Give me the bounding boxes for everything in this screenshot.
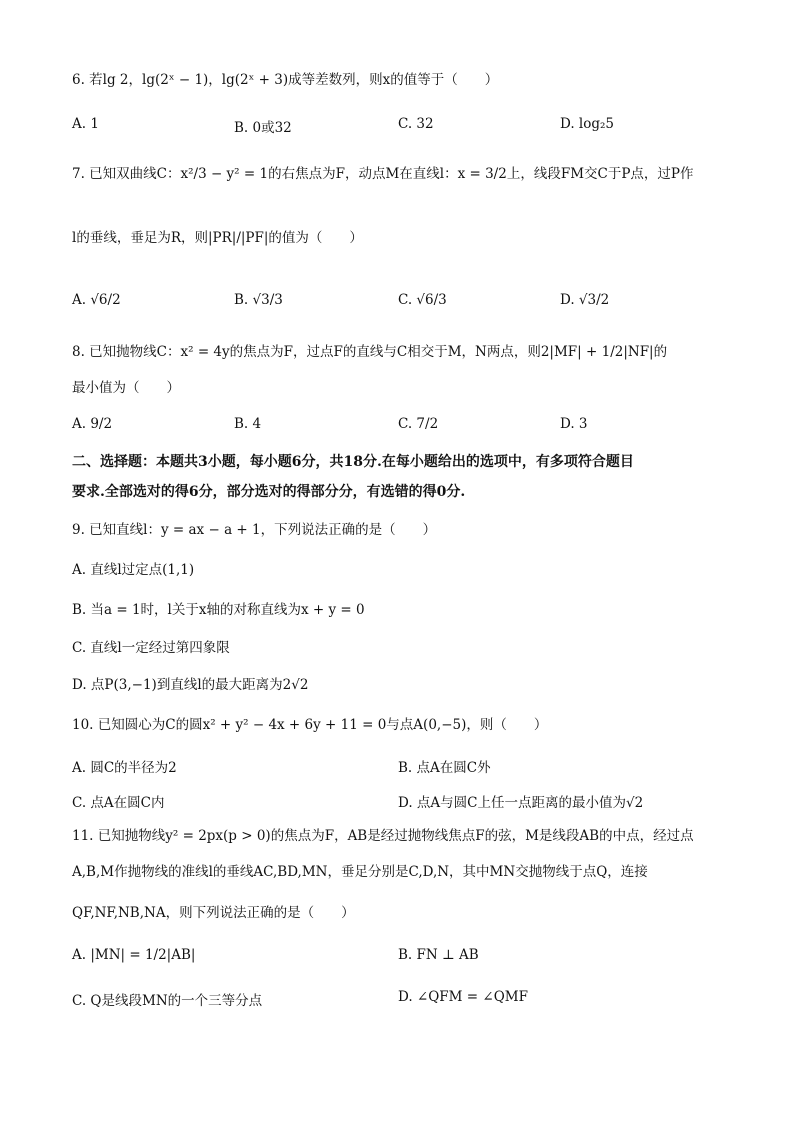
q6-stem: 6. 若lg 2，lg(2ˣ − 1)，lg(2ˣ + 3)成等差数列，则x的值等于（ ） <box>72 72 499 88</box>
q9-option-c: C. 直线l一定经过第四象限 <box>72 640 230 656</box>
q6-option-d: D. log₂5 <box>560 116 615 132</box>
q10-stem: 10. 已知圆心为C的圆x² + y² − 4x + 6y + 11 = 0与点A(0,−5)，则（ ） <box>72 717 548 733</box>
q9-option-d: D. 点P(3,−1)到直线l的最大距离为2√2 <box>72 677 309 693</box>
q7-option-a: A. √6/2 <box>72 292 121 308</box>
q8-stem-line1: 8. 已知抛物线C：x² = 4y的焦点为F，过点F的直线与C相交于M，N两点，则2|MF| + 1/2|NF|的 <box>72 344 668 360</box>
q7-stem-line2: l的垂线，垂足为R，则|PR|/|PF|的值为（ ） <box>72 230 363 246</box>
q6-option-c: C. 32 <box>398 116 434 132</box>
q7-option-c: C. √6/3 <box>398 292 447 308</box>
q7-stem-line1: 7. 已知双曲线C：x²/3 − y² = 1的右焦点为F，动点M在直线l：x = 3/2上，线段FM交C于P点，过P作 <box>72 166 694 182</box>
q11-option-a: A. |MN| = 1/2|AB| <box>72 947 196 963</box>
q11-stem-line1: 11. 已知抛物线y² = 2px(p > 0)的焦点为F，AB是经过抛物线焦点F的弦，M是线段AB的中点，经过点 <box>72 828 694 844</box>
q6-option-a: A. 1 <box>72 116 99 132</box>
q10-option-c: C. 点A在圆C内 <box>72 795 165 811</box>
q11-option-d: D. ∠QFM = ∠QMF <box>398 989 528 1005</box>
q8-option-b: B. 4 <box>234 416 262 432</box>
q9-stem: 9. 已知直线l：y = ax − a + 1，下列说法正确的是（ ） <box>72 522 437 538</box>
q11-option-b: B. FN ⊥ AB <box>398 947 479 963</box>
q6-option-b: B. 0或32 <box>234 120 292 136</box>
q9-option-b: B. 当a = 1时，l关于x轴的对称直线为x + y = 0 <box>72 602 365 618</box>
q9-option-a: A. 直线l过定点(1,1) <box>72 562 195 578</box>
q7-option-d: D. √3/2 <box>560 292 610 308</box>
q10-option-b: B. 点A在圆C外 <box>398 760 491 776</box>
q11-stem-line2: A,B,M作抛物线的准线l的垂线AC,BD,MN，垂足分别是C,D,N，其中MN交抛物线于点Q，连接 <box>72 864 648 880</box>
q10-option-d: D. 点A与圆C上任一点距离的最小值为√2 <box>398 795 644 811</box>
section-2-heading-line2: 要求.全部选对的得6分，部分选对的得部分分，有选错的得0分. <box>72 484 466 500</box>
q11-stem-line3: QF,NF,NB,NA，则下列说法正确的是（ ） <box>72 905 355 921</box>
q8-option-d: D. 3 <box>560 416 588 432</box>
q7-option-b: B. √3/3 <box>234 292 283 308</box>
section-2-heading-line1: 二、选择题：本题共3小题，每小题6分，共18分.在每小题给出的选项中，有多项符合题目 <box>72 454 634 470</box>
q10-option-a: A. 圆C的半径为2 <box>72 760 177 776</box>
q11-option-c: C. Q是线段MN的一个三等分点 <box>72 993 263 1009</box>
q8-option-a: A. 9/2 <box>72 416 113 432</box>
q8-stem-line2: 最小值为（ ） <box>72 380 180 396</box>
q8-option-c: C. 7/2 <box>398 416 439 432</box>
